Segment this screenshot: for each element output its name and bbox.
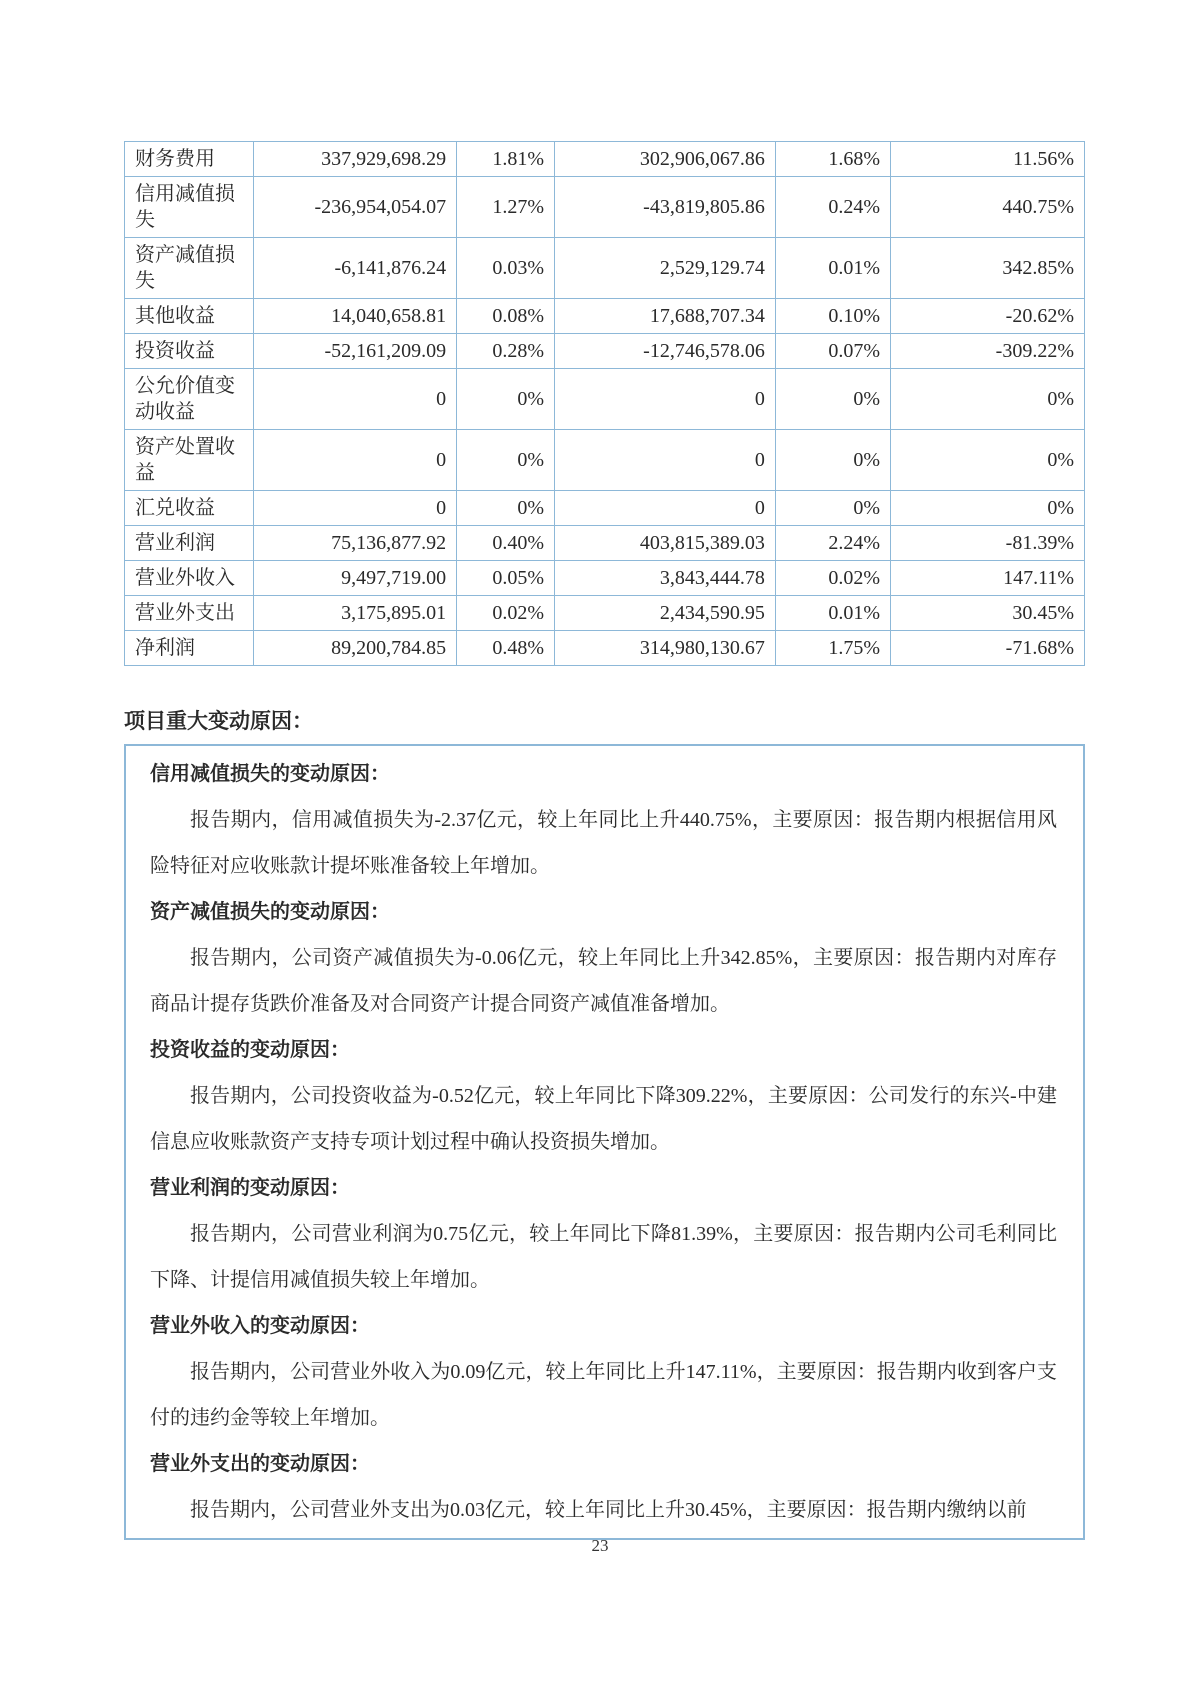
ratio-current-cell: 0.03% (457, 238, 555, 299)
amount-prior-cell: 0 (555, 369, 776, 430)
amount-prior-cell: 302,906,067.86 (555, 142, 776, 177)
item-cell: 资产处置收益 (125, 430, 254, 491)
ratio-current-cell: 1.81% (457, 142, 555, 177)
table-row (125, 561, 1085, 596)
amount-prior-cell: 403,815,389.03 (555, 526, 776, 561)
ratio-current-cell: 1.27% (457, 177, 555, 238)
change-cell: 0% (891, 491, 1085, 526)
table-row (125, 238, 1085, 299)
change-cell: -309.22% (891, 334, 1085, 369)
ratio-prior-cell: 2.24% (775, 526, 890, 561)
section-title: 项目重大变动原因： (124, 709, 313, 733)
amount-prior-cell: 2,434,590.95 (555, 596, 776, 631)
financial-table-body (125, 142, 1085, 666)
change-reason-paragraph: 报告期内，公司营业外收入为0.09亿元，较上年同比上升147.11%，主要原因：报告期内收到客户支付的违约金等较上年增加。 (150, 1361, 1057, 1429)
item-cell: 财务费用 (125, 142, 254, 177)
change-reason-paragraph: 报告期内，信用减值损失为-2.37亿元，较上年同比上升440.75%，主要原因：报告期内根据信用风险特征对应收账款计提坏账准备较上年增加。 (150, 809, 1057, 877)
amount-current-cell: 89,200,784.85 (253, 631, 457, 666)
ratio-current-cell: 0.28% (457, 334, 555, 369)
change-cell: 440.75% (891, 177, 1085, 238)
ratio-current-cell: 0.05% (457, 561, 555, 596)
ratio-current-cell: 0% (457, 491, 555, 526)
page-content (124, 141, 1085, 1540)
page-number: 23 (591, 1536, 609, 1555)
ratio-prior-cell: 0.01% (775, 238, 890, 299)
amount-prior-cell: 314,980,130.67 (555, 631, 776, 666)
change-reason-paragraph: 报告期内，公司营业利润为0.75亿元，较上年同比下降81.39%，主要原因：报告期内公司毛利同比下降、计提信用减值损失较上年增加。 (150, 1223, 1057, 1291)
ratio-current-cell: 0.48% (457, 631, 555, 666)
financial-items-table (124, 141, 1085, 666)
change-cell: -81.39% (891, 526, 1085, 561)
ratio-current-cell: 0.08% (457, 299, 555, 334)
ratio-prior-cell: 1.75% (775, 631, 890, 666)
change-reason-heading: 资产减值损失的变动原因： (150, 901, 390, 923)
ratio-current-cell: 0.02% (457, 596, 555, 631)
ratio-prior-cell: 1.68% (775, 142, 890, 177)
ratio-current-cell: 0% (457, 369, 555, 430)
change-cell: 30.45% (891, 596, 1085, 631)
amount-current-cell: 0 (253, 369, 457, 430)
amount-current-cell: 337,929,698.29 (253, 142, 457, 177)
item-cell: 其他收益 (125, 299, 254, 334)
amount-prior-cell: 3,843,444.78 (555, 561, 776, 596)
table-row (125, 526, 1085, 561)
amount-prior-cell: -43,819,805.86 (555, 177, 776, 238)
item-cell: 投资收益 (125, 334, 254, 369)
table-row (125, 299, 1085, 334)
change-reason-heading: 投资收益的变动原因： (150, 1039, 350, 1061)
ratio-current-cell: 0.40% (457, 526, 555, 561)
change-reason-heading: 信用减值损失的变动原因： (150, 763, 390, 785)
item-cell: 净利润 (125, 631, 254, 666)
table-row (125, 334, 1085, 369)
table-row (125, 142, 1085, 177)
change-cell: 147.11% (891, 561, 1085, 596)
item-cell: 信用减值损失 (125, 177, 254, 238)
amount-current-cell: 9,497,719.00 (253, 561, 457, 596)
ratio-prior-cell: 0.10% (775, 299, 890, 334)
change-cell: 0% (891, 369, 1085, 430)
ratio-prior-cell: 0.07% (775, 334, 890, 369)
item-cell: 公允价值变动收益 (125, 369, 254, 430)
amount-current-cell: -236,954,054.07 (253, 177, 457, 238)
ratio-prior-cell: 0.01% (775, 596, 890, 631)
change-reason-paragraph: 报告期内，公司营业外支出为0.03亿元，较上年同比上升30.45%，主要原因：报告期内缴纳以前 (190, 1499, 1027, 1521)
table-row (125, 430, 1085, 491)
amount-current-cell: 0 (253, 491, 457, 526)
item-cell: 营业外支出 (125, 596, 254, 631)
amount-prior-cell: 17,688,707.34 (555, 299, 776, 334)
item-cell: 汇兑收益 (125, 491, 254, 526)
table-row (125, 631, 1085, 666)
change-reason-paragraph: 报告期内，公司资产减值损失为-0.06亿元，较上年同比上升342.85%，主要原因：报告期内对库存商品计提存货跌价准备及对合同资产计提合同资产减值准备增加。 (150, 947, 1057, 1015)
change-reason-paragraph: 报告期内，公司投资收益为-0.52亿元，较上年同比下降309.22%，主要原因：公司发行的东兴-中建信息应收账款资产支持专项计划过程中确认投资损失增加。 (150, 1085, 1057, 1153)
ratio-prior-cell: 0.02% (775, 561, 890, 596)
amount-current-cell: 0 (253, 430, 457, 491)
amount-current-cell: 3,175,895.01 (253, 596, 457, 631)
amount-current-cell: 75,136,877.92 (253, 526, 457, 561)
change-cell: 11.56% (891, 142, 1085, 177)
ratio-prior-cell: 0.24% (775, 177, 890, 238)
amount-prior-cell: 0 (555, 430, 776, 491)
table-row (125, 177, 1085, 238)
item-cell: 资产减值损失 (125, 238, 254, 299)
change-cell: -71.68% (891, 631, 1085, 666)
change-cell: 0% (891, 430, 1085, 491)
change-cell: 342.85% (891, 238, 1085, 299)
change-cell: -20.62% (891, 299, 1085, 334)
amount-current-cell: 14,040,658.81 (253, 299, 457, 334)
amount-prior-cell: 0 (555, 491, 776, 526)
change-reasons-box (124, 744, 1085, 1540)
table-row (125, 369, 1085, 430)
ratio-prior-cell: 0% (775, 430, 890, 491)
amount-prior-cell: -12,746,578.06 (555, 334, 776, 369)
change-reason-heading: 营业利润的变动原因： (150, 1177, 350, 1199)
amount-prior-cell: 2,529,129.74 (555, 238, 776, 299)
ratio-current-cell: 0% (457, 430, 555, 491)
change-reason-heading: 营业外支出的变动原因： (150, 1453, 370, 1475)
item-cell: 营业利润 (125, 526, 254, 561)
table-row (125, 596, 1085, 631)
item-cell: 营业外收入 (125, 561, 254, 596)
ratio-prior-cell: 0% (775, 491, 890, 526)
change-reason-heading: 营业外收入的变动原因： (150, 1315, 370, 1337)
amount-current-cell: -6,141,876.24 (253, 238, 457, 299)
ratio-prior-cell: 0% (775, 369, 890, 430)
amount-current-cell: -52,161,209.09 (253, 334, 457, 369)
table-row (125, 491, 1085, 526)
